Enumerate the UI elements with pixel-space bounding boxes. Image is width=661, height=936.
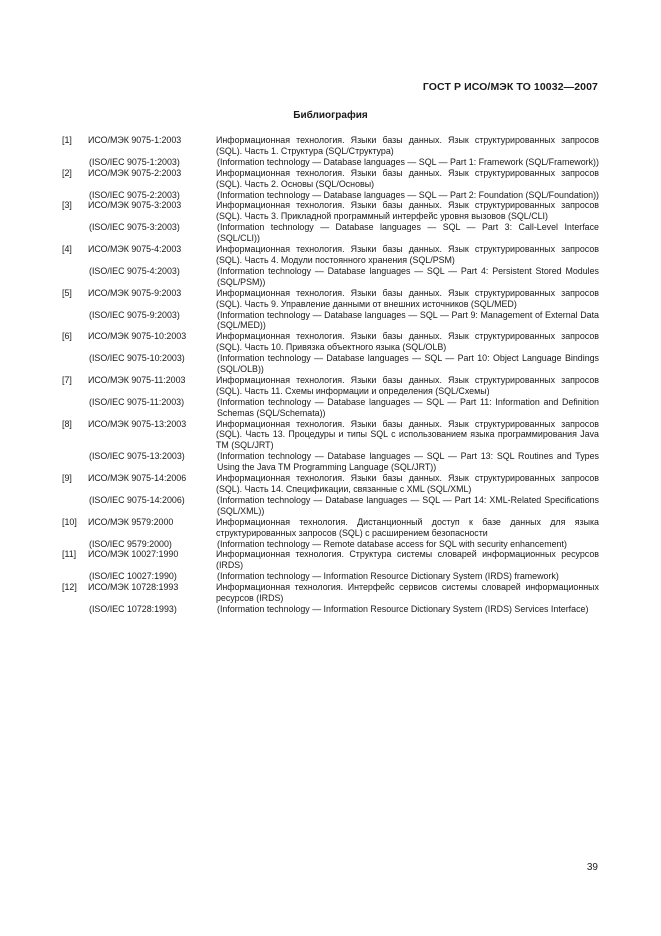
reference-standard-en: (ISO/IEC 9075-1:2003)	[89, 156, 180, 167]
reference-number: [4]	[62, 244, 72, 255]
reference-standard-en: (ISO/IEC 10728:1993)	[89, 603, 177, 614]
reference-row	[62, 331, 599, 353]
reference-standard-ru: ИСО/МЭК 10728:1993	[88, 582, 179, 593]
reference-standard-en: (ISO/IEC 9075-2:2003)	[89, 189, 180, 200]
reference-title-ru: Информационная технология. Языки базы данных. Язык структурированных запросов (SQL). Часть 2. Основы (SQL/Основы)	[216, 167, 599, 189]
reference-number: [10]	[62, 516, 77, 527]
reference-title-ru: Информационная технология. Языки базы данных. Язык структурированных запросов (SQL). Часть 13. Процедуры и типы SQL с использованием языка программирования Java TM (SQL/JRT)	[216, 418, 599, 451]
reference-row	[62, 244, 599, 266]
reference-row	[62, 288, 599, 310]
reference-row	[62, 200, 599, 222]
reference-title-en: (Information technology — Database languages — SQL — Part 14: XML-Related Specifications (SQL/XML))	[217, 494, 599, 516]
reference-number: [7]	[62, 374, 72, 385]
reference-title-en: (Information technology — Database languages — SQL — Part 10: Object Language Bindings (SQL/OLB))	[217, 353, 599, 375]
reference-row-intl	[62, 353, 599, 375]
reference-title-ru: Информационная технология. Языки базы данных. Язык структурированных запросов (SQL). Часть 4. Модули постоянного хранения (SQL/PSM)	[216, 244, 599, 265]
reference-row-intl	[62, 157, 599, 168]
reference-standard-ru: ИСО/МЭК 10027:1990	[88, 549, 179, 560]
reference-number: [8]	[62, 418, 72, 429]
reference-row	[62, 375, 599, 397]
reference-standard-en: (ISO/IEC 9075-14:2006)	[89, 494, 185, 505]
reference-standard-en: (ISO/IEC 9075-10:2003)	[89, 353, 185, 364]
reference-standard-ru: ИСО/МЭК 9075-1:2003	[88, 135, 182, 145]
reference-title-ru: Информационная технология. Языки базы данных. Язык структурированных запросов (SQL). Часть 14. Спецификации, связанные с XML (SQL/XML)	[216, 473, 599, 494]
reference-title-en: (Information technology — Database languages — SQL — Part 13: SQL Routines and Types Using the Java TM Programming Language (SQL/JRT))	[217, 451, 599, 473]
reference-row-intl	[62, 266, 599, 288]
reference-row-intl	[62, 571, 599, 582]
reference-row-intl	[62, 539, 599, 550]
reference-row-intl	[62, 190, 599, 201]
reference-title-en: (Information technology — Remote database access for SQL with security enhancement)	[217, 538, 567, 549]
reference-title-ru: Информационная технология. Языки базы данных. Язык структурированных запросов (SQL). Часть 10. Привязка объектного языка (SQL/OLB)	[216, 331, 599, 353]
reference-row	[62, 168, 599, 190]
reference-standard-ru: ИСО/МЭК 9075-4:2003	[88, 244, 182, 255]
page-title: Библиография	[293, 110, 368, 121]
reference-row-intl	[62, 495, 599, 517]
reference-standard-ru: ИСО/МЭК 9075-11:2003	[88, 374, 186, 385]
reference-number: [5]	[62, 287, 72, 298]
reference-standard-ru: ИСО/МЭК 9075-3:2003	[88, 200, 182, 211]
reference-title-ru: Информационная технология. Языки базы данных. Язык структурированных запросов (SQL). Часть 9. Управление данными от внешних источников (SQL/MED)	[216, 287, 599, 309]
reference-row	[62, 135, 599, 157]
reference-number: [2]	[62, 167, 72, 178]
reference-row-intl	[62, 397, 599, 419]
reference-standard-en: (ISO/IEC 9075-11:2003)	[89, 396, 185, 407]
reference-number: [3]	[62, 200, 72, 211]
reference-row-intl	[62, 451, 599, 473]
reference-title-ru: Информационная технология. Интерфейс сервисов системы словарей информационных ресурсов (IRDS)	[216, 582, 599, 604]
reference-standard-en: (ISO/IEC 10027:1990)	[89, 571, 177, 582]
page-number: 39	[586, 862, 598, 873]
reference-title-en: (Information technology — Information Resource Dictionary System (IRDS) framework)	[217, 571, 559, 582]
reference-number: [6]	[62, 331, 72, 342]
bibliography-list	[62, 135, 599, 615]
reference-row-intl	[62, 222, 599, 244]
reference-title-ru: Информационная технология. Языки базы данных. Язык структурированных запросов (SQL). Часть 3. Прикладной программный интерфейс уровня вызовов (SQL/CLI)	[216, 200, 599, 222]
reference-title-ru: Информационная технология. Языки базы данных. Язык структурированных запросов (SQL). Часть 11. Схемы информации и определения (SQL/Схемы)	[216, 374, 599, 396]
reference-standard-ru: ИСО/МЭК 9075-13:2003	[88, 418, 187, 429]
reference-row	[62, 582, 599, 604]
reference-number: [9]	[62, 473, 72, 484]
reference-title-ru: Информационная технология. Дистанционный доступ к базе данных для языка структурированных запросов (SQL) с расширением безопасности	[216, 516, 599, 538]
reference-row	[62, 419, 599, 452]
reference-row	[62, 517, 599, 539]
reference-standard-ru: ИСО/МЭК 9075-2:2003	[88, 167, 182, 178]
reference-row-intl	[62, 604, 599, 615]
reference-number: [11]	[62, 549, 77, 560]
reference-title-ru: Информационная технология. Структура системы словарей информационных ресурсов (IRDS)	[216, 549, 599, 571]
reference-title-en: (Information technology — Database languages — SQL — Part 4: Persistent Stored Modules (SQL/PSM))	[217, 265, 599, 287]
reference-standard-en: (ISO/IEC 9075-13:2003)	[89, 451, 185, 462]
reference-row-intl	[62, 310, 599, 332]
reference-standard-en: (ISO/IEC 9075-3:2003)	[89, 222, 180, 233]
reference-standard-en: (ISO/IEC 9075-4:2003)	[89, 265, 180, 276]
reference-title-en: (Information technology — Database languages — SQL — Part 9: Management of External Data (SQL/MED))	[217, 309, 599, 331]
standard-header: ГОСТ Р ИСО/МЭК ТО 10032—2007	[422, 81, 598, 93]
reference-title-en: (Information technology — Database languages — SQL — Part 3: Call-Level Interface (SQL/CLI))	[217, 222, 599, 244]
reference-standard-ru: ИСО/МЭК 9579:2000	[88, 516, 174, 527]
reference-standard-en: (ISO/IEC 9075-9:2003)	[89, 309, 180, 320]
reference-standard-ru: ИСО/МЭК 9075-9:2003	[88, 287, 182, 298]
reference-title-en: (Information technology — Database languages — SQL — Part 1: Framework (SQL/Framework))	[217, 156, 599, 167]
reference-standard-ru: ИСО/МЭК 9075-14:2006	[88, 473, 187, 484]
reference-title-en: (Information technology — Database languages — SQL — Part 2: Foundation (SQL/Foundation))	[217, 189, 599, 200]
reference-row	[62, 473, 599, 495]
reference-number: [1]	[62, 135, 72, 145]
reference-title-en: (Information technology — Information Resource Dictionary System (IRDS) Services Interface)	[217, 603, 589, 614]
reference-title-en: (Information technology — Database languages — SQL — Part 11: Information and Definition Schemas (SQL/Schemata))	[217, 396, 599, 418]
reference-title-ru: Информационная технология. Языки базы данных. Язык структурированных запросов (SQL). Часть 1. Структура (SQL/Структура)	[216, 135, 599, 156]
reference-number: [12]	[62, 582, 77, 593]
reference-row	[62, 549, 599, 571]
reference-standard-en: (ISO/IEC 9579:2000)	[89, 538, 172, 549]
reference-standard-ru: ИСО/МЭК 9075-10:2003	[88, 331, 187, 342]
